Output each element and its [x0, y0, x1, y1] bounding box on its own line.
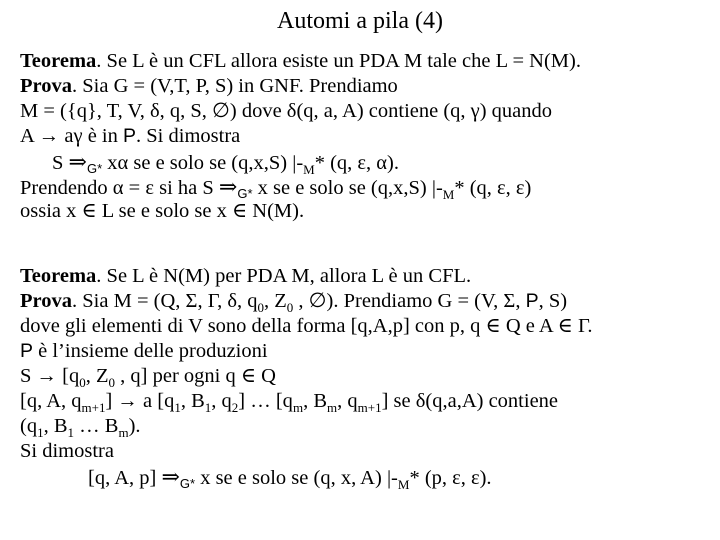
- grammar-variables: dove gli elementi di V sono della forma [q,A,p] con p, q ∈ Q e A ∈ Γ.: [20, 315, 593, 337]
- theorem-block-2: [20, 264, 710, 493]
- theorem-block-1: [20, 49, 710, 224]
- special-case: Prendendo α = ε si ha S ⇒G* x se e solo se (q,x,S) $|-_M*$ (q, ε, ε): [20, 174, 532, 203]
- derives-arrow-icon: ⇒: [218, 174, 238, 199]
- conclusion-1: ossia x ∈ L se e solo se x ∈ N(M).: [20, 200, 305, 222]
- pda-definition: M = ({q}, T, V, δ, q, S, ∅) dove δ(q, a, A) contiene (q, γ) quando: [20, 100, 553, 122]
- theorem-1-statement: Teorema. Se L è un CFL allora esiste un PDA M tale che L = N(M).: [20, 50, 581, 72]
- start-productions: $S \to [q_0$, $Z_0$ , q] per ogni q ∈ Q: [20, 365, 276, 391]
- production-condition: A → aγ è in P. Si dimostra: [20, 125, 241, 147]
- transition-productions: [q, A, $q_{m+1}] \to a$ [$q_1$, $B_1$, $q_2$] … [$q_m$, $B_m$, $q_{m+1}$] se δ(q,a,A) contiene: [20, 390, 559, 416]
- derivation-equivalence-2: [q, A, p] ⇒G* x se e solo se (q, x, A) $|-_M*$ (p, ε, ε).: [88, 464, 492, 493]
- proof-label: Prova: [20, 290, 73, 312]
- proof-label: Prova: [20, 75, 73, 97]
- slide-title: Automi a pila (4): [277, 8, 443, 34]
- theorem-label: Teorema: [20, 265, 97, 287]
- derivation-equivalence: S ⇒G* xα se e solo se (q,x,S) $|-_M*$ (q, ε, α).: [52, 149, 399, 178]
- derives-arrow-icon: ⇒: [161, 464, 180, 489]
- theorem-2-statement: Teorema. Se L è N(M) per PDA M, allora L è un CFL.: [20, 265, 472, 287]
- proof-1-intro: Prova. Sia G = (V,T, P, S) in GNF. Prendiamo: [20, 75, 398, 97]
- proof-2-intro: Prova. Sia M = (Q, Σ, Γ, δ, $q_0$, $Z_0$ , ∅). Prendiamo G = (V, Σ, P, S): [20, 290, 568, 316]
- derives-arrow-icon: ⇒: [68, 149, 87, 174]
- productions-heading: P è l’insieme delle produzioni: [20, 340, 268, 362]
- transition-target: ($q_1$, $B_1$ … $B_m$).: [20, 415, 141, 441]
- proof-2-claim: Si dimostra: [20, 440, 114, 462]
- theorem-label: Teorema: [20, 50, 97, 72]
